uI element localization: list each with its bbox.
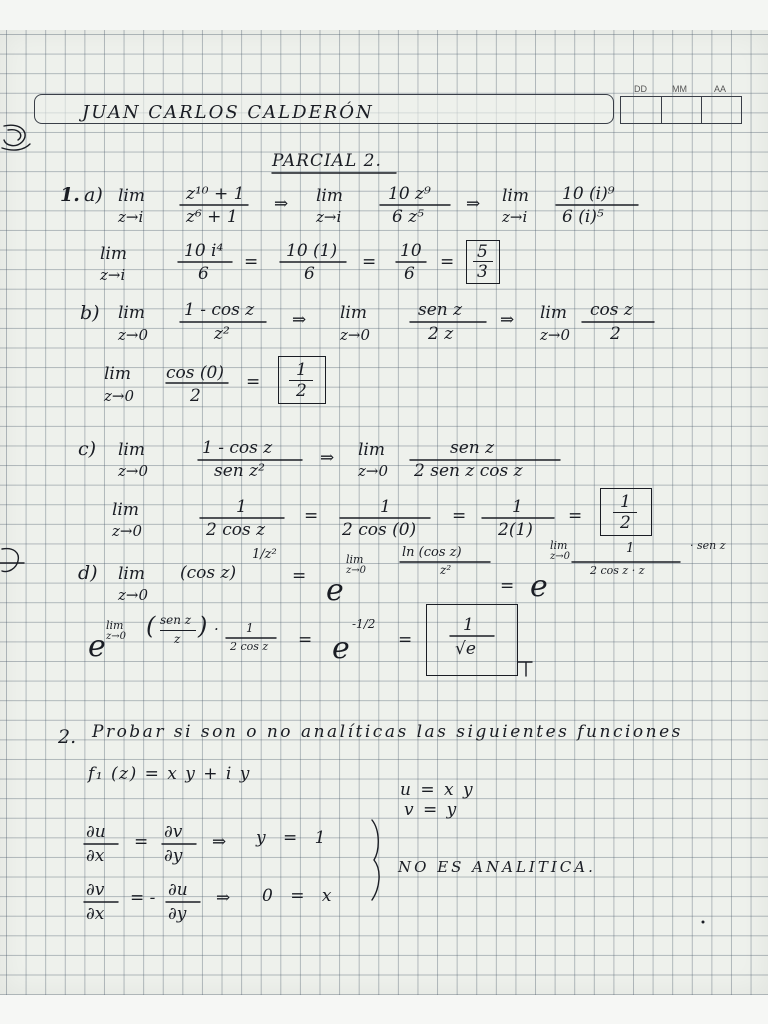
fraction-denominator: 6 (i)⁵ [562, 207, 604, 227]
limit-text: lim [104, 364, 131, 384]
problem-1-number: 1. [60, 184, 80, 206]
answer-numerator: 1 [463, 615, 474, 635]
cr2-result: 0 = x [262, 886, 338, 906]
exponent-limit-subscript: z→0 [550, 551, 571, 562]
fraction-numerator: 10 (1) [286, 241, 338, 261]
euler-e: e [326, 573, 344, 608]
equals-symbol: = [568, 506, 583, 526]
fraction-denominator: 2 [190, 386, 201, 406]
exponent-limit: lim [550, 539, 568, 552]
implies-symbol: ⇒ [320, 448, 335, 468]
partial-numerator: ∂u [168, 880, 188, 900]
exponent-limit: lim [346, 553, 364, 566]
exam-title: PARCIAL 2. [272, 151, 382, 171]
equals-symbol: = [440, 252, 455, 272]
answer-box [426, 604, 518, 676]
answer-numerator: 5 [477, 242, 488, 262]
fraction-numerator: 1 - cos z [202, 438, 273, 458]
equals-symbol: = [244, 252, 259, 272]
fraction-numerator: sen z [418, 300, 463, 320]
v-definition: v = y [404, 800, 459, 820]
dot-operator: · [214, 620, 219, 638]
limit-text: lim [112, 500, 139, 520]
cr1-result: y = 1 [256, 828, 332, 848]
fraction-numerator: 1 - cos z [184, 300, 255, 320]
implies-symbol: ⇒ [500, 310, 515, 330]
limit-text: lim [540, 303, 567, 323]
limit-subscript: z→0 [358, 462, 389, 480]
limit-subscript: z→0 [540, 326, 571, 344]
neg-equals-symbol: = - [130, 888, 156, 908]
fraction-denominator: sen z² [214, 461, 265, 481]
limit-text: lim [340, 303, 367, 323]
limit-subscript: z→0 [118, 586, 149, 604]
student-name: JUAN CARLOS CALDERÓN [82, 102, 374, 123]
limit-text: lim [118, 303, 145, 323]
equals-symbol: = [298, 630, 313, 650]
implies-symbol: ⇒ [216, 888, 231, 908]
fraction-numerator: z¹⁰ + 1 [186, 184, 245, 204]
problem-1d-label: d) [78, 562, 98, 584]
fraction-denominator: z⁶ + 1 [186, 207, 238, 227]
answer-numerator: 1 [620, 492, 631, 512]
u-definition: u = x y [400, 780, 475, 800]
limit-subscript: z→i [118, 208, 144, 226]
euler-e: e [530, 569, 548, 604]
problem-2-number: 2. [58, 726, 77, 748]
fraction-numerator: cos z [590, 300, 633, 320]
fraction-denominator: 2 z [428, 324, 454, 344]
fraction-denominator: 2(1) [498, 520, 533, 540]
fraction-numerator: 10 [400, 241, 422, 261]
limit-subscript: z→0 [340, 326, 371, 344]
exponent-denominator: 2 cos z [230, 640, 269, 653]
limit-subscript: z→0 [104, 387, 135, 405]
answer-box [278, 356, 326, 404]
conclusion-text: NO ES ANALITICA. [398, 858, 596, 876]
power-exponent: 1/z² [252, 547, 277, 562]
limit-text: lim [118, 564, 145, 584]
power-base: (cos z) [180, 563, 237, 583]
limit-text: lim [118, 440, 145, 460]
answer-box [600, 488, 652, 536]
partial-numerator: ∂u [86, 822, 106, 842]
euler-e: e [332, 631, 350, 666]
euler-e: e [88, 629, 106, 664]
limit-subscript: z→0 [112, 522, 143, 540]
fraction-numerator: 10 z⁹ [388, 184, 431, 204]
problem-1b-label: b) [80, 302, 100, 324]
answer-denominator: 2 [296, 381, 307, 401]
limit-subscript: z→i [502, 208, 528, 226]
fraction-denominator: z² [214, 324, 230, 344]
fraction-numerator: sen z [450, 438, 495, 458]
limit-text: lim [100, 244, 127, 264]
fraction-denominator: 6 [304, 264, 315, 284]
function-definition: f₁ (z) = x y + i y [88, 764, 251, 784]
equals-symbol: = [398, 630, 413, 650]
answer-denominator: 3 [477, 262, 488, 282]
date-label-day: DD [634, 84, 647, 94]
fraction-numerator: 10 i⁴ [184, 241, 224, 261]
equals-symbol: = [362, 252, 377, 272]
limit-text: lim [502, 186, 529, 206]
exponent-denominator: z² [440, 563, 452, 577]
paren-close: ) [198, 612, 208, 640]
partial-denominator: ∂x [86, 904, 105, 924]
partial-denominator: ∂y [164, 846, 183, 866]
fraction-denominator: 2 cos z [206, 520, 266, 540]
exponent-numerator: ln (cos z) [402, 545, 462, 560]
exponent-limit: lim [106, 619, 124, 632]
fraction-denominator: 6 [404, 264, 415, 284]
answer-denominator: √e [455, 639, 476, 659]
implies-symbol: ⇒ [274, 194, 289, 214]
answer-denominator: 2 [620, 513, 631, 533]
implies-symbol: ⇒ [212, 832, 227, 852]
fraction-denominator: 6 z⁵ [392, 207, 424, 227]
date-label-year: AA [714, 84, 727, 94]
partial-denominator: ∂x [86, 846, 105, 866]
fraction-numerator: cos (0) [166, 363, 224, 383]
fraction-denominator: 2 [610, 324, 621, 344]
problem-2-statement: Probar si son o no analíticas las siguientes funciones [92, 722, 683, 742]
limit-text: lim [316, 186, 343, 206]
equals-symbol: = [134, 832, 149, 852]
partial-numerator: ∂v [164, 822, 183, 842]
answer-box [466, 240, 500, 284]
limit-subscript: z→i [316, 208, 342, 226]
exponent-limit-subscript: z→0 [346, 565, 367, 576]
implies-symbol: ⇒ [292, 310, 307, 330]
limit-text: lim [118, 186, 145, 206]
fraction-numerator: 1 [236, 497, 247, 517]
exponent-numerator: 1 [626, 541, 635, 556]
exponent-value: -1/2 [352, 617, 376, 631]
fraction-numerator: 1 [380, 497, 391, 517]
paren-fraction-bar [160, 630, 196, 631]
partial-denominator: ∂y [168, 904, 187, 924]
equals-symbol: = [452, 506, 467, 526]
paren-numerator: sen z [160, 613, 192, 627]
exponent-numerator: 1 [246, 621, 254, 635]
fraction-numerator: 10 (i)⁹ [562, 184, 615, 204]
fraction-numerator: 1 [512, 497, 523, 517]
exponent-tail: · sen z [690, 539, 726, 552]
answer-numerator: 1 [296, 360, 307, 380]
equals-symbol: = [246, 372, 261, 392]
limit-subscript: z→i [100, 266, 126, 284]
paren-denominator: z [174, 632, 181, 646]
problem-1c-label: c) [78, 438, 97, 460]
fraction-denominator: 2 cos (0) [342, 520, 417, 540]
equals-symbol: = [292, 566, 307, 586]
partial-numerator: ∂v [86, 880, 105, 900]
equals-symbol: = [304, 506, 319, 526]
limit-text: lim [358, 440, 385, 460]
fraction-denominator: 6 [198, 264, 209, 284]
exponent-denominator: 2 cos z · z [590, 564, 645, 577]
exponent-limit-subscript: z→0 [106, 631, 127, 642]
equals-symbol: = [500, 576, 515, 596]
limit-subscript: z→0 [118, 462, 149, 480]
implies-symbol: ⇒ [466, 194, 481, 214]
date-label-month: MM [672, 84, 687, 94]
problem-1a-label: a) [84, 184, 103, 206]
fraction-denominator: 2 sen z cos z [414, 461, 523, 481]
paren-open: ( [146, 612, 156, 640]
limit-subscript: z→0 [118, 326, 149, 344]
